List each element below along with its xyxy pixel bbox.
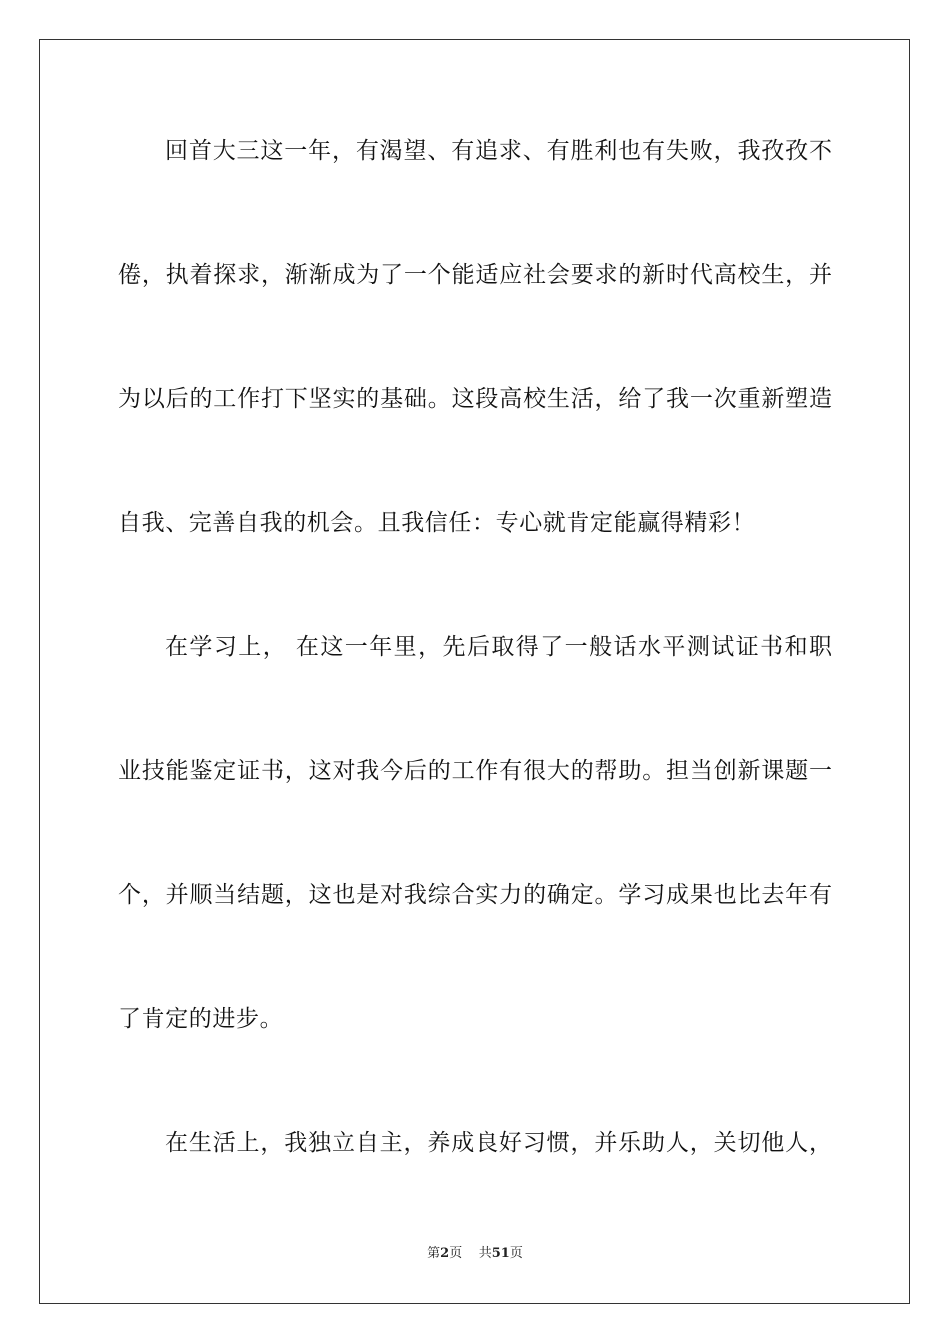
paragraph-2-line-3: 个，并顺当结题，这也是对我综合实力的确定。学习成果也比去年有 xyxy=(118,882,832,908)
paragraph-1-line-2: 倦，执着探求，渐渐成为了一个能适应社会要求的新时代高校生，并 xyxy=(118,262,832,288)
page-prefix: 第 xyxy=(427,1246,441,1261)
total-pages: 51 xyxy=(491,1246,510,1261)
paragraph-2-line-4: 了肯定的进步。 xyxy=(118,1006,284,1032)
total-prefix: 共 xyxy=(478,1246,492,1261)
page-number: 2 xyxy=(440,1246,450,1261)
page-footer xyxy=(0,1245,950,1263)
paragraph-2-line-2: 业技能鉴定证书，这对我今后的工作有很大的帮助。担当创新课题一 xyxy=(118,758,832,784)
paragraph-2-line-1: 在学习上， 在这一年里，先后取得了一般话水平测试证书和职 xyxy=(165,634,832,660)
paragraph-3-line-1: 在生活上，我独立自主，养成良好习惯，并乐助人，关切他人， xyxy=(165,1130,832,1156)
paragraph-1-line-3: 为以后的工作打下坚实的基础。这段高校生活，给了我一次重新塑造 xyxy=(118,386,832,412)
paragraph-1-line-1: 回首大三这一年，有渴望、有追求、有胜利也有失败，我孜孜不 xyxy=(165,138,832,164)
page-border xyxy=(39,39,910,1304)
paragraph-1-line-4: 自我、完善自我的机会。且我信任：专心就肯定能赢得精彩！ xyxy=(118,510,756,536)
total-suffix: 页 xyxy=(509,1246,523,1261)
page-suffix: 页 xyxy=(449,1246,463,1261)
